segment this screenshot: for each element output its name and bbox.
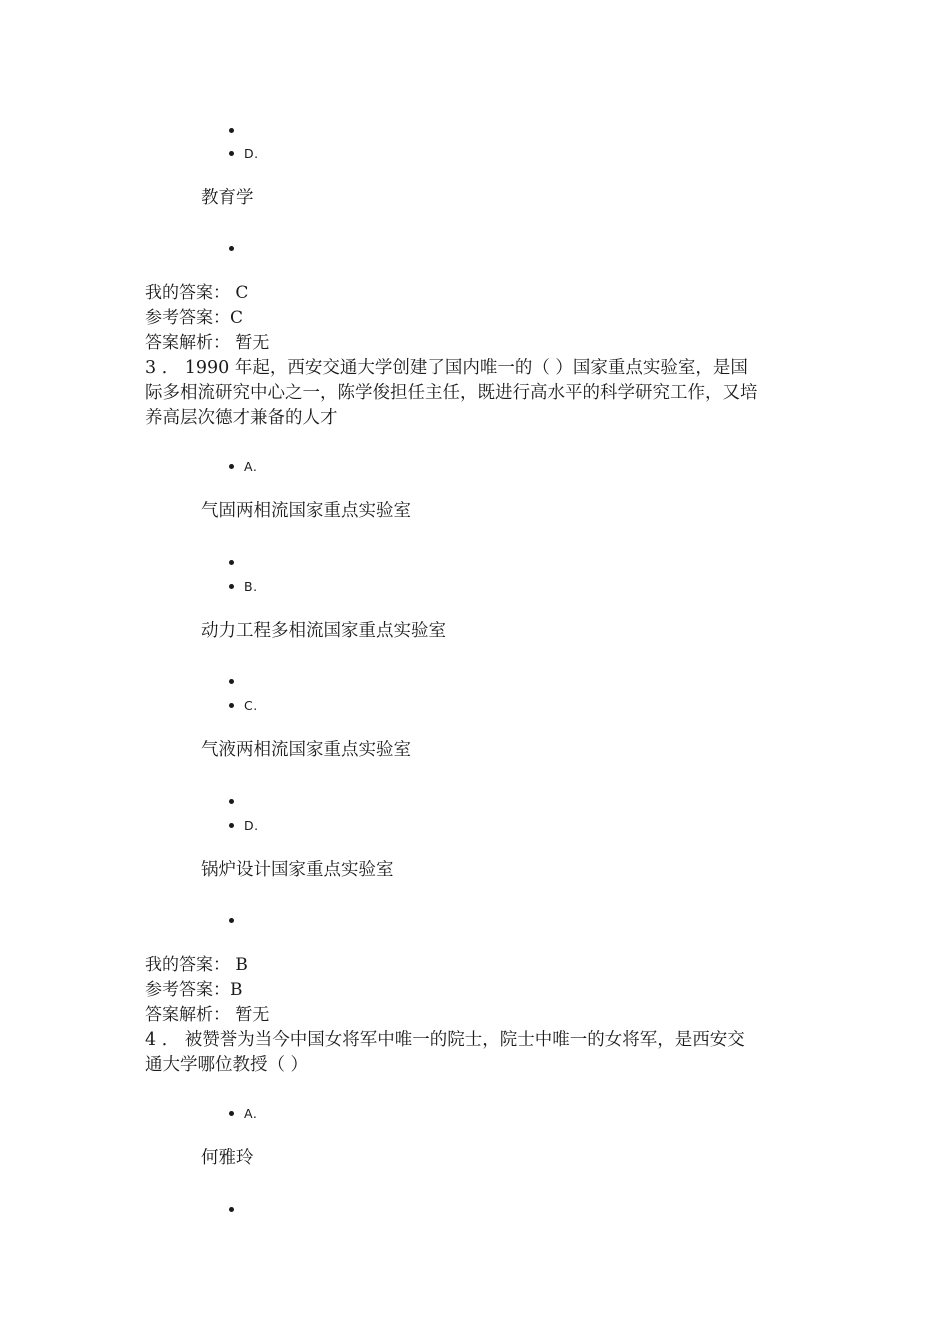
option-text: 何雅玲 — [201, 1148, 254, 1168]
bullet-dot-icon — [229, 1111, 234, 1116]
bullet-dot-icon — [229, 151, 234, 156]
bullet-dot-icon — [229, 128, 234, 133]
option-letter: A. — [244, 1106, 258, 1121]
my-answer: 我的答案： C — [145, 283, 249, 303]
bullet-dot-icon — [229, 679, 234, 684]
question-stem-line: 际多相流研究中心之一，陈学俊担任主任，既进行高水平的科学研究工作，又培 — [145, 383, 758, 403]
bullet-dot-icon — [229, 799, 234, 804]
question-stem-line: 3 ． 1990 年起，西安交通大学创建了国内唯一的（ ）国家重点实验室，是国 — [145, 358, 748, 378]
reference-answer: 参考答案：B — [145, 980, 243, 1000]
option-letter: D. — [244, 146, 259, 161]
answer-analysis: 答案解析： 暂无 — [145, 1005, 270, 1025]
question-stem-line: 通大学哪位教授（ ） — [145, 1055, 309, 1075]
option-letter: A. — [244, 459, 258, 474]
option-letter: D. — [244, 818, 259, 833]
bullet-dot-icon — [229, 1207, 234, 1212]
bullet-dot-icon — [229, 560, 234, 565]
option-letter: C. — [244, 698, 258, 713]
bullet-dot-icon — [229, 703, 234, 708]
bullet-dot-icon — [229, 584, 234, 589]
option-letter: B. — [244, 579, 258, 594]
question-stem-line: 养高层次德才兼备的人才 — [145, 408, 338, 428]
option-text: 气液两相流国家重点实验室 — [201, 740, 411, 760]
option-text: 气固两相流国家重点实验室 — [201, 501, 411, 521]
bullet-dot-icon — [229, 246, 234, 251]
bullet-dot-icon — [229, 823, 234, 828]
option-text: 锅炉设计国家重点实验室 — [201, 860, 394, 880]
my-answer: 我的答案： B — [145, 955, 248, 975]
question-stem-line: 4 ． 被赞誉为当今中国女将军中唯一的院士，院士中唯一的女将军，是西安交 — [145, 1030, 745, 1050]
option-text: 动力工程多相流国家重点实验室 — [201, 621, 446, 641]
reference-answer: 参考答案：C — [145, 308, 244, 328]
bullet-dot-icon — [229, 918, 234, 923]
answer-analysis: 答案解析： 暂无 — [145, 333, 270, 353]
option-text: 教育学 — [201, 188, 254, 208]
bullet-dot-icon — [229, 464, 234, 469]
